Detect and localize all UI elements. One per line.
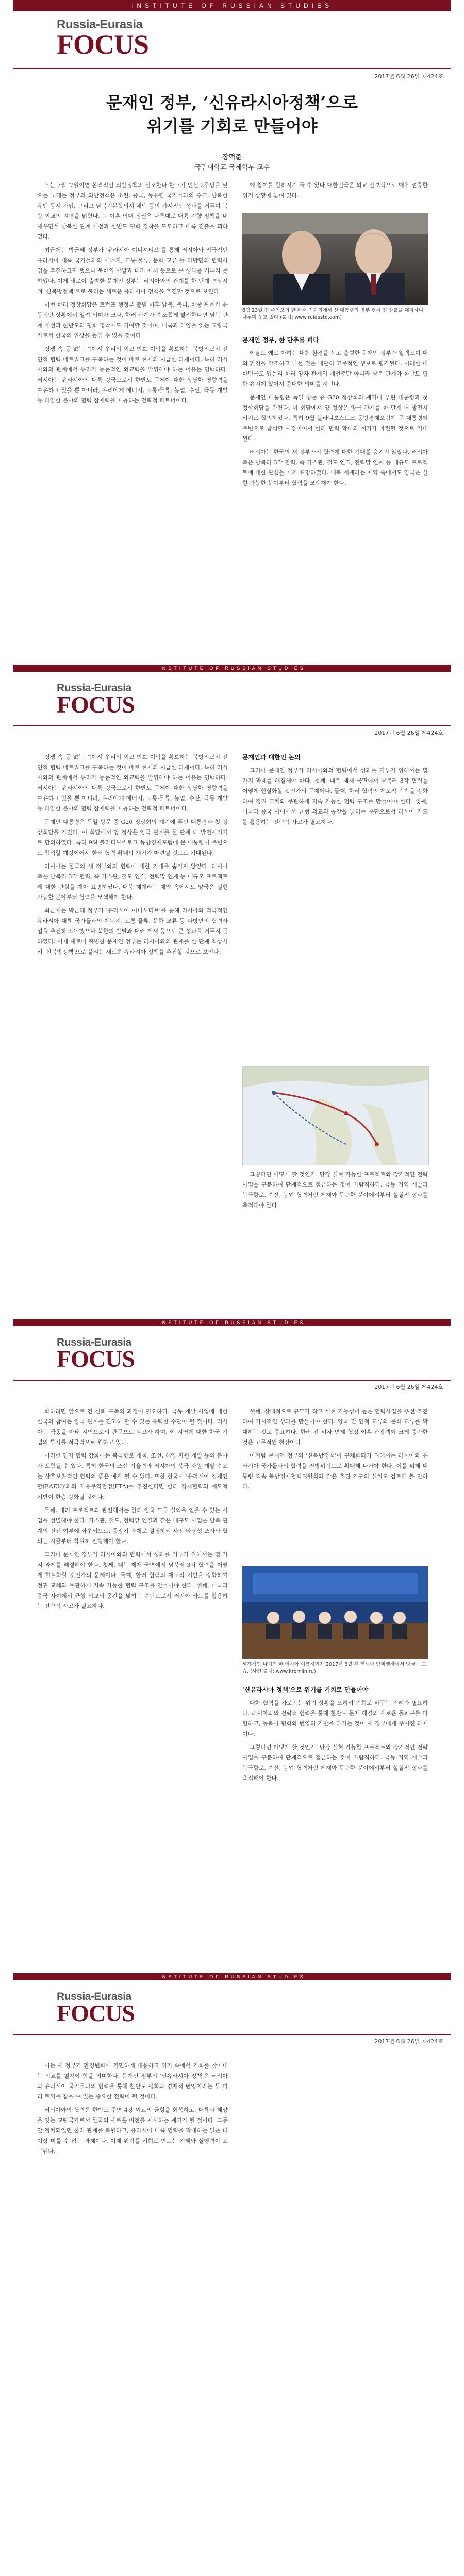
paragraph: 문재인 대통령은 독일 방문 중 G20 정상회의 계기에 푸틴 대통령과 첫 정상회담을 가졌다. 이 회담에서 양 정상은 양국 관계를 한 단계 더 발전시키기로 합의하였다. 특히 9월 블라디보스토크 동방경제포럼에 문 대통령이 주빈으로 참석할 예정이어서 한러 협력 확대의 계기가 마련될 것으로 기대된다. <box>242 394 428 442</box>
paragraph: 최근에는 박근혜 정부가 '유라시아 이니셔티브'를 통해 러시아와 적극적인 유라시아 대륙 국가들과의 에너지, 교통·물류, 문화 교류 등 다방면의 협력사업을 추진하고자 했으나 북한의 반발과 대러 제재 등으로 큰 성과를 거두지 못하였다. 이제 새로이 출범한 문재인 정부는 러시아와의 관계를 한 단계 격상시켜 '신북방정책'으로 불리는 새로운 유라시아 정책을 추진할 것으로 보인다. <box>37 907 228 955</box>
dateline: 2017년 6월 26일 제424호 <box>374 1384 443 1391</box>
header-rule <box>13 725 451 726</box>
header-band: INSTITUTE OF RUSSIAN STUDIES <box>13 665 451 672</box>
paragraph: 이러한 양자 협력 강화에는 북극항로 개척, 조선, 해양 자원 개발 등의 분야가 포함될 수 있다. 특히 한국의 조선 기술력과 러시아의 북극 자원 개발 수요는 상호보완적인 협력의 좋은 예가 될 수 있다. 또한 한국이 '유라시아 경제연합(EAEU)'과의 자유무역협정(FTA)을 추진한다면 한러 경제협력의 제도적 기반이 한층 강화될 것이다. <box>37 1452 228 1500</box>
summit-photo <box>242 213 428 305</box>
body-column-left <box>37 180 228 634</box>
paragraph: 화하려면 앞으로 긴 신뢰 구축의 과정이 필요하다. 극동 개발 사업에 대한 한국의 참여는 양국 관계를 견고히 할 수 있는 유력한 수단이 될 것이다. 러시아는 극동을 아태 지역으로의 관문으로 삼고자 하며, 이 지역에 대한 한국 기업의 투자를 적극적으로 원하고 있다. <box>37 1408 228 1446</box>
paragraph: 러시아는 한국의 새 정부와의 협력에 대한 기대를 숨기지 않았다. 러시아 측은 남북러 3각 협력, 즉 가스관, 철도 연결, 전력망 연계 등 대규모 프로젝트에 대한 관심을 재차 표명하였다. 대북 제재라는 제약 속에서도 양국은 실현 가능한 분야부터 협력을 모색해야 한다. <box>242 449 428 486</box>
body-column-right-top <box>242 180 428 211</box>
paragraph: 러시아와의 협력은 한반도 주변 4강 외교의 균형을 회복하고, 대륙과 해양을 잇는 교량국가로서 한국의 새로운 비전을 제시하는 계기가 될 것이다. 그동안 정체되었던 한러 관계를 복원하고, 유라시아 대륙 협력을 확대하는 일은 더 이상 미룰 수 없는 과제이다. 이제 위기를 기회로 만드는 지혜와 실행력이 요구된다. <box>37 2107 228 2155</box>
page-3 <box>0 1319 464 1963</box>
paragraph: 최근에는 박근혜 정부가 '유라시아 이니셔티브'를 통해 러시아와 적극적인 유라시아 대륙 국가들과의 에너지, 교통·물류, 문화 교류 등 다방면의 협력사업을 추진하고자 했으나 북한의 반발과 대러 제재 등으로 큰 성과를 거두지 못하였다. 이제 새로이 출범한 문재인 정부는 러시아와의 관계를 한 단계 격상시켜 '신북방정책'으로 불리는 새로운 유라시아 정책을 추진할 것으로 보인다. <box>37 247 228 295</box>
header-band: INSTITUTE OF RUSSIAN STUDIES <box>13 1973 451 1980</box>
paragraph: 둘째, 대러 프로젝트와 관련해서는 한러 양국 모두 실익을 얻을 수 있는 사업을 선별해야 한다. 가스관, 철도, 전력망 연결과 같은 대규모 사업은 남북 관계의 진전 여부에 좌우되므로, 중장기 과제로 설정하되 사전 타당성 조사와 협의는 지금부터 착실히 진행해야 한다. <box>37 1507 228 1545</box>
header-rule <box>13 1380 451 1381</box>
page-2 <box>0 665 464 1309</box>
body-column-right <box>242 1685 428 1953</box>
author-name: 장덕준 <box>222 154 242 161</box>
conference-photo-image <box>242 1566 428 1659</box>
brand-small: Russia-Eurasia <box>57 18 143 31</box>
paragraph: 정쟁 속 등 없는 속에서 우리의 외교 안보 이익을 확보하는 북방외교의 전면적 협력 네트워크를 구축하는 것이 바로 현재의 시급한 과제이다. 특히 러시아와의 관계에서 우리가 능동적인 외교력을 발휘해야 하는 이유는 명백하다. 러시아는 유라시아의 대륙 강국으로서 한반도 문제에 대한 상당한 영향력을 보유하고 있을 뿐 아니라, 우리에게 에너지, 교통·물류, 농업, 수산, 극동 개발 등 다양한 분야의 협력 잠재력을 제공하는 전략적 파트너이다. <box>37 346 228 404</box>
page-1 <box>0 0 464 654</box>
paragraph: 그러나 문재인 정부가 러시아와의 협력에서 성과를 거두기 위해서는 몇 가지 과제를 해결해야 한다. 첫째, 대북 제재 국면에서 남북러 3각 협력을 어떻게 현실화할 것인가의 문제이다. 둘째, 한러 협력의 제도적 기반을 강화하여 정권 교체와 무관하게 지속 가능한 협력 구조를 만들어야 한다. 셋째, 미국과 중국 사이에서 균형 외교의 공간을 넓히는 수단으로서 러시아 카드를 활용하는 전략적 사고가 필요하다. <box>37 1551 228 1609</box>
header-rule <box>13 2034 451 2035</box>
header-rule <box>13 68 451 69</box>
summit-photo-image <box>242 213 428 305</box>
body-column-right-bottom <box>242 1170 428 1298</box>
brand-big: FOCUS <box>57 29 149 60</box>
brand-logo <box>57 18 149 60</box>
brand-logo <box>57 682 135 718</box>
paragraph: 이번 한러 정상회담은 트럼프 행정부 출범 이후 남북, 북미, 한중 관계가 유동적인 상황에서 열려 의미가 크다. 한러 관계가 순조롭게 발전한다면 남북 관계 개선과 한반도의 평화 정착에도 기여할 것이며, 대륙과 해양을 잇는 교량국가로서 한국의 위상을 높일 수 있을 것이다. <box>37 301 228 339</box>
conference-photo <box>242 1566 428 1659</box>
section-heading: 문재인과 대한민 논의 <box>242 754 301 761</box>
brand-big: FOCUS <box>57 2000 135 2026</box>
brand-big: FOCUS <box>57 691 135 718</box>
conference-photo-caption: 세계적인 나치인 한 러시아 여름정회가 2017년 6월 전 러시아 단비행장에서 앙금는 모습. (사진 출처: www.kremlin.ru) <box>242 1662 427 1674</box>
paragraph: 그렇다면 어떻게 할 것인가. 당장 실현 가능한 프로젝트와 장기적인 전략사업을 구분하여 단계적으로 접근하는 것이 바람직하다. 극동 지역 개발과 북극항로, 수산, 농업 협력처럼 제재와 무관한 분야에서부터 실질적 성과를 축적해야 한다. <box>242 1171 428 1209</box>
brand-small: Russia-Eurasia <box>57 1336 131 1348</box>
dateline: 2017년 6월 26일 제424호 <box>374 730 443 736</box>
paragraph: 문재인 대통령은 독일 방문 중 G20 정상회의 계기에 푸틴 대통령과 첫 정상회담을 가졌다. 이 회담에서 양 정상은 양국 관계를 한 단계 더 발전시키기로 합의하였다. 특히 9월 블라디보스토크 동방경제포럼에 문 대통령이 주빈으로 참석할 예정이어서 한러 협력 확대의 계기가 마련될 것으로 기대된다. <box>37 819 228 856</box>
paragraph: 그렇다면 어떻게 할 것인가. 당장 실현 가능한 프로젝트와 장기적인 전략사업을 구분하여 단계적으로 접근하는 것이 바람직하다. 극동 지역 개발과 북극항로, 수산, 농업 협력처럼 제재와 무관한 분야에서부터 실질적 성과를 축적해야 한다. <box>242 1744 428 1782</box>
brand-big: FOCUS <box>57 1346 135 1372</box>
header-band: INSTITUTE OF RUSSIAN STUDIES <box>13 0 451 11</box>
page-4 <box>0 1973 464 2576</box>
author-affiliation: 국민대학교 국제학부 교수 <box>194 164 270 172</box>
paragraph: 대한 협력을 가로막는 위기 상황을 오히려 기회로 바꾸는 지혜가 필요하다. 러시아와의 전략적 협력을 통해 한반도 문제 해결의 새로운 돌파구를 마련하고, 동북아 평화와 번영의 기반을 다지는 것이 새 정부에게 주어진 과제이다. <box>242 1700 428 1737</box>
map-figure <box>242 1066 429 1165</box>
paragraph: 오는 7월 '7일이면 본격적인 외반정책의 신조한다 한 7기 인선 2주년을 맞으는 노태는 정부의 외반정책은 소련, 중국, 동유럽 국가들과의 수교, 남북한 유엔 동시 가입, 그리고 남북기본합의서 채택 등의 가시적인 성과를 거두며 북방 외교의 지평을 넓혔다. 그 이후 역대 정권은 나름대로 대륙 지향 정책을 내세우면서 남북한 관계 개선과 한반도 평화 정착을 도모하고 대륙 진출을 꾀하였다. <box>37 182 228 240</box>
body-column-right <box>242 335 428 634</box>
brand-logo <box>57 1991 135 2024</box>
article-title-line2: 위기를 기회로 만들어야 <box>146 116 318 136</box>
body-column-right <box>242 752 428 1061</box>
paragraph: 이는 새 정부가 환경변화에 기민하게 대응하고 위기 속에서 기회를 찾아내는 외교를 펼쳐야 함을 의미한다. 문재인 정부의 '신유라시아 정책'은 러시아와 유라시아 국가들과의 협력을 통해 한반도 평화와 경제적 번영이라는 두 마리 토끼를 잡을 수 있는 중요한 전략이 될 것이다. <box>37 2062 228 2100</box>
dateline: 2017년 6월 26일 제424호 <box>374 2038 443 2045</box>
paragraph: 셋째, 상대적으로 규모가 작고 실현 가능성이 높은 협력사업을 우선 추진하여 가시적인 성과를 만들어야 한다. 양국 간 인적 교류와 문화 교류를 확대하는 것도 중요하다. 한러 간 비자 면제 협정 이후 관광객이 크게 증가한 것은 고무적인 현상이다. <box>242 1408 428 1446</box>
body-column-left <box>37 752 228 1298</box>
body-column-right-top <box>242 1406 428 1561</box>
pipeline-map <box>243 1067 428 1165</box>
summit-photo-caption: 6월 23일 전 주인오의 한 판배 진회의에서 선 대통령의 영부 평하 진 장률을 대자하니 나누며 웃고 있다 (출처: www.rulaaste.com) <box>242 308 424 320</box>
dateline: 2017년 6월 26일 제424호 <box>374 73 443 80</box>
paragraph: 그러나 문재인 정부가 러시아와의 협력에서 성과를 거두기 위해서는 몇 가지 과제를 해결해야 한다. 첫째, 대북 제재 국면에서 남북러 3각 협력을 어떻게 현실화할 것인가의 문제이다. 둘째, 한러 협력의 제도적 기반을 강화하여 정권 교체와 무관하게 지속 가능한 협력 구조를 만들어야 한다. 셋째, 미국과 중국 사이에서 균형 외교의 공간을 넓히는 수단으로서 러시아 카드를 활용하는 전략적 사고가 필요하다. <box>242 767 428 825</box>
brand-small: Russia-Eurasia <box>57 1991 131 2003</box>
paragraph: 정쟁 속 등 없는 속에서 우리의 외교 안보 이익을 확보하는 북방외교의 전면적 협력 네트워크를 구축하는 것이 바로 현재의 시급한 과제이다. 특히 러시아와의 관계에서 우리가 능동적인 외교력을 발휘해야 하는 이유는 명백하다. 러시아는 유라시아의 대륙 강국으로서 한반도 문제에 대한 상당한 영향력을 보유하고 있을 뿐 아니라, 우리에게 에너지, 교통·물류, 농업, 수산, 극동 개발 등 다양한 분야의 협력 잠재력을 제공하는 전략적 파트너이다. <box>37 754 228 812</box>
section-heading: 문재인 정부, 한 단추를 펴다 <box>242 336 319 344</box>
section-heading: '신유라시아 정책'으로 위기를 기회로 만들어야 <box>242 1686 369 1693</box>
paragraph: 이탈도 예로 아하는 대회 환경을 선고 출범한 문재인 정부가 일렉오미 대외 환경을 감조하고 나선 것은 대단히 고무적인 행보로 평가된다. 이러한 대한민국도 있는리 한러 양자 관계의 개선뿐만 아니라 남북 관계와 한반도 평화 유지에 있어서 중대한 의미를 지닌다. <box>242 350 428 387</box>
body-column-left <box>37 2061 228 2277</box>
article-title-line1: 문재인 정부, ‘신유라시아정책’으로 <box>106 93 358 112</box>
paragraph: 에 참여를 합하시기 들 수 있다 대한민국은 외교 안보적으로 매우 엄중한 위기 상황에 놓여 있다. <box>242 182 428 199</box>
author <box>0 152 464 173</box>
paragraph: 이처럼 문재인 정부의 '신북방정책'이 구체화되기 위해서는 러시아와 유라시아 국가들과의 협력을 전방위적으로 확대해 나가야 한다. 이를 위해 대통령 직속 북방경제협력위원회와 같은 추진 기구의 설치도 검토해 볼 만하다. <box>242 1452 428 1490</box>
brand-small: Russia-Eurasia <box>57 682 131 694</box>
brand-logo <box>57 1336 135 1372</box>
body-column-left <box>37 1406 228 1953</box>
header-band: INSTITUTE OF RUSSIAN STUDIES <box>13 1319 451 1326</box>
paragraph: 러시아는 한국의 새 정부와의 협력에 대한 기대를 숨기지 않았다. 러시아 측은 남북러 3각 협력, 즉 가스관, 철도 연결, 전력망 연계 등 대규모 프로젝트에 대한 관심을 재차 표명하였다. 대북 제재라는 제약 속에서도 양국은 실현 가능한 분야부터 협력을 모색해야 한다. <box>37 863 228 901</box>
